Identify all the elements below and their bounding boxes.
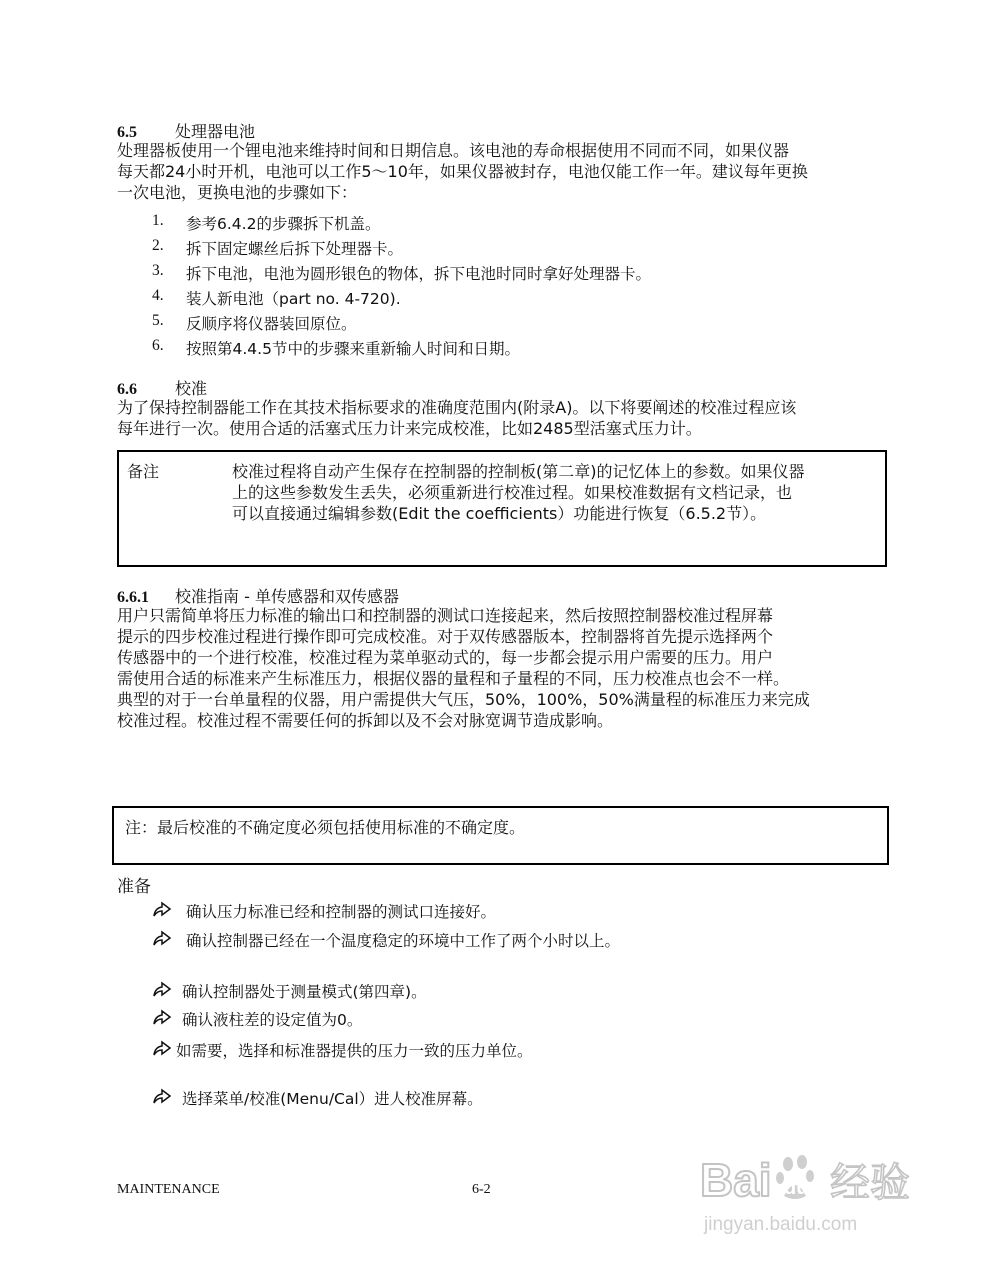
section-number: 6.6 <box>117 381 137 398</box>
page-number: 6-2 <box>472 1182 491 1197</box>
watermark-url: jingyan.baidu.com <box>704 1214 858 1235</box>
paragraph-line: 典型的对于一台单量程的仪器，用户需提供大气压，50%，100%，50%满量程的标准压力来完成 <box>117 690 810 709</box>
paragraph-line: 校准过程。校准过程不需要任何的拆卸以及不会对脉宽调节造成影响。 <box>117 711 614 730</box>
pointing-hand-icon <box>152 1008 172 1030</box>
pointing-hand-icon <box>152 1087 172 1109</box>
section-title: 校准指南 - 单传感器和双传感器 <box>175 587 399 606</box>
list-item <box>152 337 872 359</box>
baidu-logo-icon <box>700 1148 940 1218</box>
paragraph-line: 传感器中的一个进行校准，校准过程为菜单驱动式的，每一步都会提示用户需要的压力。用户 <box>117 648 774 667</box>
pointing-hand-icon <box>152 900 172 922</box>
remark-text <box>232 461 805 524</box>
paragraph-line: 需使用合适的标准来产生标准压力，根据仪器的量程和子量程的不同，压力校准点也会不一样。 <box>117 669 790 688</box>
paragraph-line: 处理器板使用一个锂电池来维持时间和日期信息。该电池的寿命根据使用不同而不同，如果仪器 <box>117 141 790 160</box>
section-number: 6.5 <box>117 124 137 141</box>
step-number: 1. <box>152 212 164 229</box>
section-title: 处理器电池 <box>175 122 256 141</box>
step-number: 5. <box>152 312 164 329</box>
note-text: 注：最后校准的不确定度必须包括使用标准的不确定度。 <box>125 818 526 837</box>
prep-item <box>152 900 872 922</box>
prep-item-text: 确认压力标准已经和控制器的测试口连接好。 <box>186 903 497 921</box>
list-item <box>152 287 872 309</box>
list-item <box>152 312 872 334</box>
step-number: 6. <box>152 337 164 354</box>
section-number: 6.6.1 <box>117 589 149 606</box>
pointing-hand-icon <box>152 980 172 1002</box>
preparation-title: 准备 <box>117 877 151 897</box>
paragraph-line: 一次电池，更换电池的步骤如下： <box>117 183 358 202</box>
step-text: 按照第4.4.5节中的步骤来重新输人时间和日期。 <box>186 340 520 358</box>
svg-text:Bai: Bai <box>700 1154 772 1206</box>
list-item <box>152 237 872 259</box>
paragraph-line: 提示的四步校准过程进行操作即可完成校准。对于双传感器版本，控制器将首先提示选择两个 <box>117 627 774 646</box>
section-6-6-1-heading <box>117 584 399 607</box>
section-6-6-1-paragraph <box>117 605 810 731</box>
prep-item <box>152 929 872 951</box>
prep-item-text: 确认液柱差的设定值为0。 <box>182 1011 363 1029</box>
pointing-hand-icon <box>152 929 172 951</box>
section-6-5-heading <box>117 119 255 142</box>
remark-line: 可以直接通过编辑参数(Edit the coefficients）功能进行恢复（6.5.2节）。 <box>232 504 767 523</box>
step-number: 3. <box>152 262 164 279</box>
section-title: 校准 <box>175 379 208 398</box>
paragraph-line: 每年进行一次。使用合适的活塞式压力计来完成校准，比如2485型活塞式压力计。 <box>117 419 702 438</box>
section-6-6-heading <box>117 376 207 399</box>
prep-item-text: 确认控制器已经在一个温度稳定的环境中工作了两个小时以上。 <box>186 932 621 950</box>
svg-text:经验: 经验 <box>830 1160 910 1206</box>
step-text: 拆下固定螺丝后拆下处理器卡。 <box>186 240 404 258</box>
step-number: 2. <box>152 237 164 254</box>
remark-label: 备注 <box>127 462 160 481</box>
paragraph-line: 为了保持控制器能工作在其技术指标要求的准确度范围内(附录A)。以下将要阐述的校准过程应该 <box>117 398 797 417</box>
remark-line: 校准过程将自动产生保存在控制器的控制板(第二章)的记忆体上的参数。如果仪器 <box>232 462 805 481</box>
remark-line: 上的这些参数发生丢失，必须重新进行校准过程。如果校准数据有文档记录，也 <box>232 483 793 502</box>
step-number: 4. <box>152 287 164 304</box>
remark-box <box>117 450 887 567</box>
pointing-hand-icon <box>152 1039 172 1061</box>
baidu-watermark <box>700 1148 940 1248</box>
prep-item-text: 如需要，选择和标准器提供的压力一致的压力单位。 <box>176 1042 533 1060</box>
section-6-5-paragraph <box>117 140 808 203</box>
step-text: 反顺序将仪器装回原位。 <box>186 315 357 333</box>
list-item <box>152 212 872 234</box>
prep-item <box>152 1039 872 1061</box>
prep-item <box>152 1087 872 1109</box>
paragraph-line: 每天都24小时开机，电池可以工作5～10年，如果仪器被封存，电池仅能工作一年。建议每年更换 <box>117 162 808 181</box>
step-text: 参考6.4.2的步骤拆下机盖。 <box>186 215 381 233</box>
step-text: 拆下电池，电池为圆形银色的物体，拆下电池时同时拿好处理器卡。 <box>186 265 652 283</box>
note-box <box>112 806 889 865</box>
prep-item-text: 确认控制器处于测量模式(第四章)。 <box>182 983 427 1001</box>
list-item <box>152 262 872 284</box>
svg-text:du: du <box>784 1177 809 1199</box>
prep-item-text: 选择菜单/校准(Menu/Cal）进人校准屏幕。 <box>182 1090 483 1108</box>
footer-section-name: MAINTENANCE <box>117 1182 220 1197</box>
step-text: 装人新电池（part no. 4-720). <box>186 290 401 308</box>
prep-item <box>152 980 872 1002</box>
section-6-6-paragraph <box>117 397 796 439</box>
paragraph-line: 用户只需简单将压力标准的输出口和控制器的测试口连接起来，然后按照控制器校准过程屏幕 <box>117 606 774 625</box>
prep-item <box>152 1008 872 1030</box>
battery-steps-list <box>152 212 872 362</box>
